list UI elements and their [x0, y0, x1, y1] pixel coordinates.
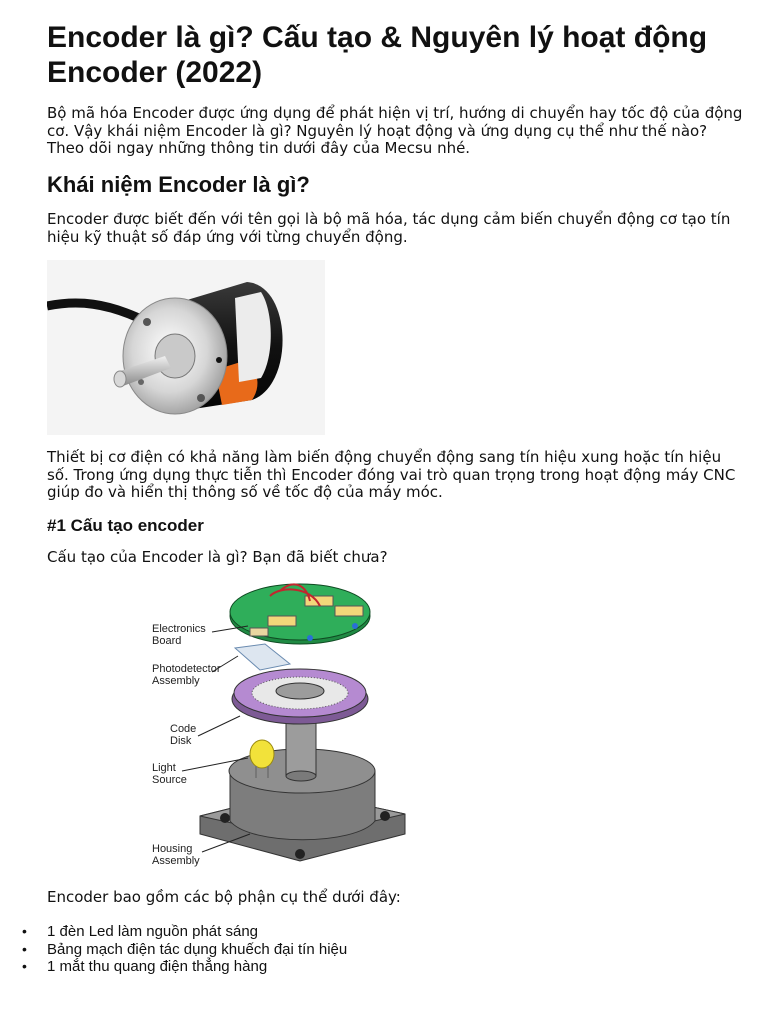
parts-list — [47, 923, 747, 976]
label-housing: Housing — [152, 843, 193, 855]
list-item: • 1 mắt thu quang điện thẳng hàng — [47, 958, 747, 976]
list-item: • Bảng mạch điện tác dụng khuếch đại tín hiệu — [47, 941, 747, 959]
page-title: Encoder là gì? Cấu tạo & Nguyên lý hoạt động Encoder (2022) — [47, 21, 708, 89]
encoder-photo — [47, 260, 325, 435]
encoder-photo-graphic — [47, 260, 325, 435]
parts-intro: Encoder bao gồm các bộ phận cụ thể dưới đây: — [47, 888, 401, 906]
label-code: Code — [170, 723, 197, 735]
section-heading-structure: #1 Cấu tạo encoder — [47, 516, 204, 535]
structure-question: Cấu tạo của Encoder là gì? Bạn đã biết chưa? — [47, 548, 388, 566]
label-board: Board — [152, 635, 182, 647]
list-item: • 1 đèn Led làm nguồn phát sáng — [47, 923, 747, 941]
label-electronics: Electronics — [152, 623, 206, 635]
label-housing-assembly: Assembly — [152, 855, 200, 867]
article — [47, 20, 747, 90]
definition-paragraph: Encoder được biết đến với tên gọi là bộ mã hóa, tác dụng cảm biến chuyển động cơ tạo tín hiệu kỹ thuật số đáp ứng với từng chuyển động. — [47, 210, 731, 246]
label-assembly: Assembly — [152, 675, 200, 687]
label-light: Light — [152, 762, 176, 774]
device-description-paragraph: Thiết bị cơ điện có khả năng làm biến động chuyển động sang tín hiệu xung hoặc tín hiệu số. Trong ứng dụng thực tiễn thì Encoder đóng vai trò quan trọng trong hoạt động máy CNC giúp đo và hiển thị thông số về tốc độ của máy móc. — [47, 448, 736, 501]
diagram-graphic — [140, 576, 420, 876]
section-heading-definition: Khái niệm Encoder là gì? — [47, 172, 310, 197]
label-photodetector: Photodetector — [152, 663, 221, 675]
encoder-exploded-diagram — [140, 576, 420, 876]
intro-paragraph: Bộ mã hóa Encoder được ứng dụng để phát hiện vị trí, hướng di chuyển hay tốc độ của động cơ. Vậy khái niệm Encoder là gì? Nguyên lý hoạt động và ứng dụng cụ thể như thế nào? Theo dõi ngay những thông tin dưới đây của Mecsu nhé. — [47, 104, 743, 157]
label-source: Source — [152, 774, 187, 786]
label-disk: Disk — [170, 735, 192, 747]
